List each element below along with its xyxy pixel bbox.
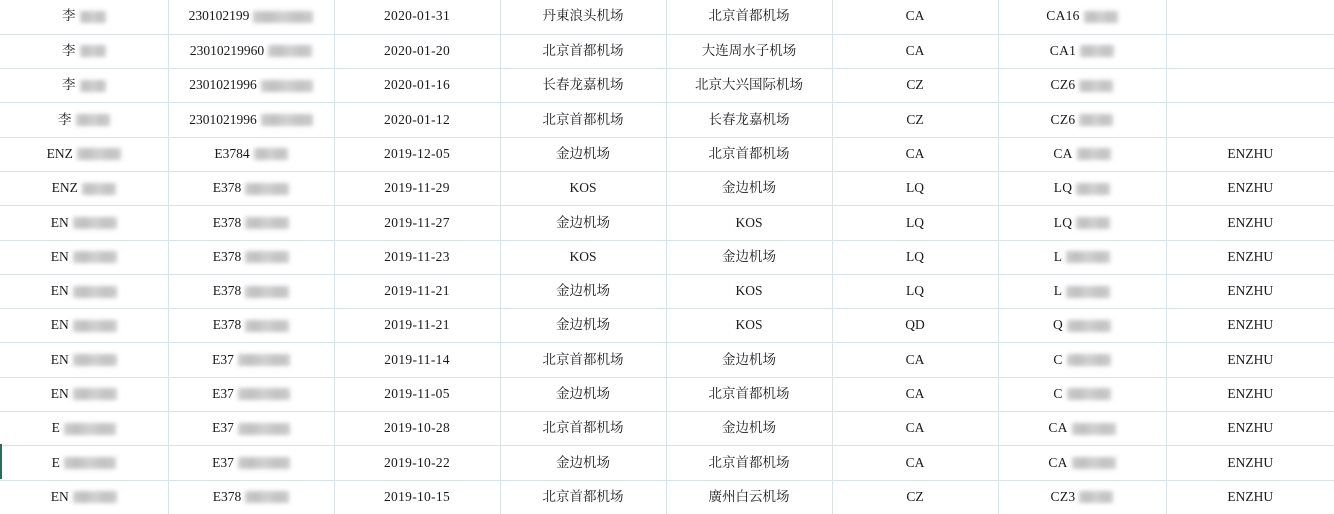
cell-arrival-airport-text: KOS — [735, 317, 763, 333]
redaction-blur — [238, 354, 290, 366]
cell-departure-airport-text: 北京首都机场 — [542, 351, 624, 367]
redaction-blur — [1072, 423, 1116, 435]
redaction-blur — [77, 148, 121, 160]
cell-date — [334, 377, 500, 411]
cell-flight-number-text: CA — [1048, 420, 1068, 436]
cell-passenger-name-text: EN — [50, 248, 69, 264]
cell-departure-airport — [500, 274, 666, 308]
cell-id-number — [168, 446, 334, 480]
cell-date-text: 2019-11-27 — [384, 214, 450, 230]
cell-id-number — [168, 274, 334, 308]
cell-passenger-name-text: EN — [50, 283, 69, 299]
cell-airline-code — [832, 171, 998, 205]
cell-arrival-airport — [666, 0, 832, 34]
cell-date — [334, 103, 500, 137]
cell-flight-number-text: L — [1053, 248, 1063, 264]
cell-airline-code — [832, 274, 998, 308]
table-row[interactable] — [0, 171, 1334, 205]
cell-tag — [1166, 343, 1334, 377]
redaction-blur — [1067, 320, 1111, 332]
cell-flight-number-text: CZ3 — [1050, 488, 1076, 504]
cell-date-text: 2019-11-21 — [384, 283, 450, 299]
cell-date — [334, 274, 500, 308]
cell-arrival-airport-text: 北京首都机场 — [708, 385, 790, 401]
cell-id-number-text: 2301021996 — [189, 111, 257, 127]
table-row[interactable] — [0, 343, 1334, 377]
cell-airline-code-text: CA — [905, 145, 925, 161]
cell-passenger-name-text: EN — [50, 385, 69, 401]
redaction-blur — [1066, 286, 1110, 298]
cell-date — [334, 240, 500, 274]
cell-flight-number — [998, 343, 1166, 377]
cell-date-text: 2020-01-16 — [384, 77, 450, 93]
cell-date — [334, 137, 500, 171]
cell-tag-text: ENZHU — [1227, 214, 1274, 230]
cell-tag-text: ENZHU — [1227, 317, 1274, 333]
cell-tag — [1166, 137, 1334, 171]
cell-id-number — [168, 34, 334, 68]
cell-airline-code — [832, 412, 998, 446]
cell-passenger-name — [0, 69, 168, 103]
cell-id-number — [168, 343, 334, 377]
cell-date-text: 2019-10-15 — [384, 488, 450, 504]
cell-airline-code — [832, 0, 998, 34]
cell-tag-text: ENZHU — [1227, 180, 1274, 196]
cell-airline-code-text: LQ — [906, 214, 924, 230]
cell-arrival-airport-text: 金边机场 — [722, 180, 776, 196]
cell-airline-code-text: CZ — [906, 111, 924, 127]
redaction-blur — [1079, 114, 1113, 126]
redaction-blur — [73, 354, 117, 366]
cell-date-text: 2019-11-05 — [384, 385, 450, 401]
cell-airline-code — [832, 103, 998, 137]
cell-id-number-text: E3784 — [214, 145, 250, 161]
cell-departure-airport-text: 北京首都机场 — [542, 488, 624, 504]
cell-passenger-name — [0, 309, 168, 343]
redaction-blur — [1079, 491, 1113, 503]
cell-id-number — [168, 480, 334, 514]
cell-airline-code-text: LQ — [906, 180, 924, 196]
redaction-blur — [1067, 388, 1111, 400]
cell-passenger-name — [0, 206, 168, 240]
cell-airline-code-text: CA — [905, 420, 925, 436]
cell-airline-code — [832, 377, 998, 411]
cell-tag — [1166, 274, 1334, 308]
cell-id-number — [168, 240, 334, 274]
cell-id-number-text: E37 — [212, 454, 234, 470]
redaction-blur — [238, 423, 290, 435]
cell-departure-airport-text: 北京首都机场 — [542, 111, 624, 127]
redaction-blur — [73, 320, 117, 332]
cell-flight-number — [998, 480, 1166, 514]
cell-id-number-text: E378 — [212, 180, 242, 196]
cell-passenger-name-text: 李 — [62, 8, 76, 24]
cell-flight-number — [998, 446, 1166, 480]
cell-flight-number — [998, 171, 1166, 205]
cell-date-text: 2019-10-22 — [384, 454, 450, 470]
cell-departure-airport-text: 金边机场 — [556, 283, 610, 299]
cell-date — [334, 343, 500, 377]
cell-flight-number — [998, 0, 1166, 34]
cell-passenger-name — [0, 137, 168, 171]
cell-id-number — [168, 0, 334, 34]
cell-tag — [1166, 240, 1334, 274]
cell-date — [334, 412, 500, 446]
redaction-blur — [73, 491, 117, 503]
cell-arrival-airport — [666, 171, 832, 205]
cell-departure-airport — [500, 412, 666, 446]
cell-date — [334, 34, 500, 68]
cell-id-number-text: 23010219960 — [189, 43, 265, 59]
redaction-blur — [1077, 148, 1111, 160]
cell-passenger-name — [0, 240, 168, 274]
redaction-blur — [261, 80, 313, 92]
cell-passenger-name — [0, 171, 168, 205]
cell-tag — [1166, 446, 1334, 480]
cell-arrival-airport-text: 北京首都机场 — [708, 145, 790, 161]
cell-airline-code-text: CA — [905, 385, 925, 401]
cell-airline-code — [832, 309, 998, 343]
cell-date — [334, 480, 500, 514]
cell-departure-airport — [500, 446, 666, 480]
cell-id-number — [168, 206, 334, 240]
cell-tag — [1166, 206, 1334, 240]
cell-flight-number — [998, 412, 1166, 446]
table-row[interactable] — [0, 480, 1334, 514]
cell-arrival-airport-text: KOS — [735, 283, 763, 299]
cell-departure-airport-text: 北京首都机场 — [542, 43, 624, 59]
cell-departure-airport-text: 长春龙嘉机场 — [542, 77, 624, 93]
cell-airline-code — [832, 240, 998, 274]
cell-arrival-airport-text: 金边机场 — [722, 420, 776, 436]
cell-tag-text: ENZHU — [1227, 248, 1274, 264]
redaction-blur — [245, 491, 289, 503]
redaction-blur — [261, 114, 313, 126]
cell-arrival-airport-text: 金边机场 — [722, 351, 776, 367]
cell-arrival-airport — [666, 240, 832, 274]
cell-departure-airport — [500, 34, 666, 68]
cell-id-number-text: 2301021996 — [189, 77, 257, 93]
cell-flight-number-text: LQ — [1053, 214, 1073, 230]
cell-airline-code-text: QD — [905, 317, 925, 333]
cell-arrival-airport-text: 北京大兴国际机场 — [695, 77, 803, 93]
redaction-blur — [80, 11, 106, 23]
cell-departure-airport — [500, 309, 666, 343]
redaction-blur — [245, 286, 289, 298]
cell-passenger-name — [0, 103, 168, 137]
redaction-blur — [64, 457, 116, 469]
cell-passenger-name-text: E — [51, 420, 60, 436]
cell-id-number-text: E378 — [212, 214, 242, 230]
cell-date-text: 2020-01-12 — [384, 111, 450, 127]
cell-departure-airport-text: KOS — [569, 248, 597, 264]
redaction-blur — [245, 217, 289, 229]
cell-airline-code — [832, 137, 998, 171]
cell-date-text: 2019-10-28 — [384, 420, 450, 436]
cell-arrival-airport — [666, 34, 832, 68]
cell-id-number-text: 230102199 — [188, 8, 250, 24]
cell-passenger-name — [0, 274, 168, 308]
cell-airline-code — [832, 446, 998, 480]
cell-airline-code-text: LQ — [906, 283, 924, 299]
cell-airline-code-text: CA — [905, 43, 925, 59]
cell-date — [334, 206, 500, 240]
table-row[interactable] — [0, 377, 1334, 411]
redaction-blur — [80, 80, 106, 92]
cell-departure-airport — [500, 69, 666, 103]
cell-arrival-airport-text: 大连周水子机场 — [701, 43, 797, 59]
cell-arrival-airport-text: 长春龙嘉机场 — [708, 111, 790, 127]
redaction-blur — [1076, 183, 1110, 195]
cell-arrival-airport — [666, 309, 832, 343]
cell-arrival-airport — [666, 412, 832, 446]
cell-passenger-name — [0, 480, 168, 514]
cell-date-text: 2019-12-05 — [384, 145, 450, 161]
cell-passenger-name — [0, 377, 168, 411]
cell-departure-airport-text: 金边机场 — [556, 145, 610, 161]
cell-passenger-name — [0, 0, 168, 34]
table-row[interactable] — [0, 412, 1334, 446]
cell-airline-code-text: CZ — [906, 77, 924, 93]
row-edge-marker — [0, 444, 2, 479]
cell-flight-number — [998, 377, 1166, 411]
cell-arrival-airport — [666, 137, 832, 171]
cell-date — [334, 171, 500, 205]
cell-flight-number — [998, 274, 1166, 308]
cell-id-number-text: E378 — [212, 317, 242, 333]
redaction-blur — [73, 217, 117, 229]
cell-departure-airport — [500, 480, 666, 514]
cell-flight-number — [998, 69, 1166, 103]
cell-tag-text: ENZHU — [1227, 454, 1274, 470]
redaction-blur — [73, 286, 117, 298]
cell-tag-text: ENZHU — [1227, 420, 1274, 436]
cell-tag — [1166, 309, 1334, 343]
cell-date-text: 2020-01-20 — [384, 43, 450, 59]
redaction-blur — [1076, 217, 1110, 229]
cell-passenger-name — [0, 34, 168, 68]
cell-departure-airport — [500, 0, 666, 34]
cell-passenger-name-text: EN — [50, 214, 69, 230]
cell-flight-number-text: CA16 — [1046, 8, 1080, 24]
cell-flight-number — [998, 240, 1166, 274]
cell-tag — [1166, 0, 1334, 34]
cell-arrival-airport — [666, 69, 832, 103]
cell-date-text: 2020-01-31 — [384, 8, 450, 24]
cell-tag-text: ENZHU — [1227, 385, 1274, 401]
cell-flight-number — [998, 103, 1166, 137]
cell-flight-number — [998, 137, 1166, 171]
cell-departure-airport — [500, 343, 666, 377]
redaction-blur — [1072, 457, 1116, 469]
cell-date-text: 2019-11-14 — [384, 351, 450, 367]
cell-date — [334, 69, 500, 103]
cell-flight-number-text: CA — [1048, 454, 1068, 470]
cell-tag — [1166, 377, 1334, 411]
cell-tag — [1166, 34, 1334, 68]
cell-id-number — [168, 377, 334, 411]
table-row[interactable] — [0, 0, 1334, 34]
cell-arrival-airport-text: KOS — [735, 214, 763, 230]
cell-arrival-airport — [666, 274, 832, 308]
redaction-blur — [76, 114, 110, 126]
redaction-blur — [1067, 354, 1111, 366]
table-row[interactable] — [0, 446, 1334, 480]
cell-flight-number-text: CA — [1053, 145, 1073, 161]
cell-arrival-airport — [666, 206, 832, 240]
cell-departure-airport-text: 金边机场 — [556, 214, 610, 230]
cell-airline-code-text: CA — [905, 351, 925, 367]
cell-departure-airport-text: KOS — [569, 180, 597, 196]
cell-flight-number-text: CZ6 — [1050, 111, 1076, 127]
cell-flight-number-text: LQ — [1053, 180, 1073, 196]
cell-flight-number-text: C — [1053, 351, 1063, 367]
redaction-blur — [1066, 251, 1110, 263]
cell-tag-text: ENZHU — [1227, 283, 1274, 299]
cell-passenger-name — [0, 412, 168, 446]
redaction-blur — [245, 183, 289, 195]
redaction-blur — [80, 45, 106, 57]
redaction-blur — [64, 423, 116, 435]
cell-date-text: 2019-11-29 — [384, 180, 450, 196]
table-row[interactable] — [0, 309, 1334, 343]
cell-departure-airport — [500, 137, 666, 171]
table-row[interactable] — [0, 274, 1334, 308]
table-row[interactable] — [0, 69, 1334, 103]
cell-id-number — [168, 309, 334, 343]
cell-date-text: 2019-11-21 — [384, 317, 450, 333]
cell-date — [334, 309, 500, 343]
cell-airline-code-text: CZ — [906, 488, 924, 504]
cell-departure-airport-text: 金边机场 — [556, 454, 610, 470]
cell-tag — [1166, 480, 1334, 514]
cell-airline-code-text: CA — [905, 8, 925, 24]
cell-departure-airport-text: 金边机场 — [556, 385, 610, 401]
cell-id-number — [168, 103, 334, 137]
redaction-blur — [268, 45, 312, 57]
cell-arrival-airport-text: 廣州白云机场 — [708, 488, 790, 504]
redaction-blur — [253, 11, 313, 23]
cell-arrival-airport-text: 北京首都机场 — [708, 454, 790, 470]
cell-arrival-airport — [666, 377, 832, 411]
redaction-blur — [245, 320, 289, 332]
cell-flight-number-text: CZ6 — [1050, 77, 1076, 93]
redaction-blur — [73, 388, 117, 400]
cell-passenger-name-text: 李 — [58, 111, 72, 127]
cell-id-number-text: E378 — [212, 283, 242, 299]
cell-arrival-airport — [666, 103, 832, 137]
cell-airline-code — [832, 69, 998, 103]
redaction-blur — [82, 183, 116, 195]
redaction-blur — [1079, 80, 1113, 92]
cell-departure-airport-text: 丹東浪头机场 — [542, 8, 624, 24]
cell-departure-airport — [500, 103, 666, 137]
table-row[interactable] — [0, 34, 1334, 68]
redaction-blur — [238, 457, 290, 469]
cell-departure-airport — [500, 206, 666, 240]
cell-arrival-airport — [666, 343, 832, 377]
cell-date — [334, 446, 500, 480]
cell-flight-number-text: C — [1053, 385, 1063, 401]
cell-departure-airport-text: 金边机场 — [556, 317, 610, 333]
cell-departure-airport — [500, 240, 666, 274]
table-row[interactable] — [0, 206, 1334, 240]
cell-id-number-text: E378 — [212, 488, 242, 504]
cell-passenger-name-text: EN — [50, 351, 69, 367]
cell-passenger-name-text: 李 — [62, 43, 76, 59]
cell-departure-airport — [500, 171, 666, 205]
cell-passenger-name — [0, 446, 168, 480]
cell-date-text: 2019-11-23 — [384, 248, 450, 264]
cell-date — [334, 0, 500, 34]
redaction-blur — [238, 388, 290, 400]
cell-departure-airport — [500, 377, 666, 411]
cell-passenger-name-text: ENZ — [51, 180, 78, 196]
cell-id-number — [168, 412, 334, 446]
cell-flight-number-text: CA1 — [1049, 43, 1077, 59]
cell-flight-number-text: Q — [1052, 317, 1064, 333]
cell-id-number-text: E37 — [212, 385, 234, 401]
cell-passenger-name-text: EN — [50, 488, 69, 504]
cell-tag-text: ENZHU — [1227, 351, 1274, 367]
cell-arrival-airport — [666, 480, 832, 514]
cell-airline-code — [832, 343, 998, 377]
redaction-blur — [1080, 45, 1114, 57]
cell-tag — [1166, 412, 1334, 446]
redaction-blur — [245, 251, 289, 263]
redaction-blur — [254, 148, 288, 160]
table-row[interactable] — [0, 137, 1334, 171]
cell-id-number — [168, 137, 334, 171]
cell-tag — [1166, 69, 1334, 103]
cell-tag-text: ENZHU — [1227, 488, 1274, 504]
cell-tag-text: ENZHU — [1227, 145, 1274, 161]
cell-flight-number-text: L — [1053, 283, 1063, 299]
table-row[interactable] — [0, 240, 1334, 274]
cell-airline-code — [832, 480, 998, 514]
cell-flight-number — [998, 34, 1166, 68]
cell-airline-code-text: CA — [905, 454, 925, 470]
cell-id-number-text: E37 — [212, 420, 234, 436]
redaction-blur — [73, 251, 117, 263]
cell-departure-airport-text: 北京首都机场 — [542, 420, 624, 436]
cell-airline-code — [832, 206, 998, 240]
cell-arrival-airport — [666, 446, 832, 480]
cell-tag — [1166, 171, 1334, 205]
cell-airline-code — [832, 34, 998, 68]
cell-passenger-name-text: ENZ — [46, 145, 73, 161]
cell-arrival-airport-text: 北京首都机场 — [708, 8, 790, 24]
cell-id-number — [168, 69, 334, 103]
cell-airline-code-text: LQ — [906, 248, 924, 264]
redaction-blur — [1084, 11, 1118, 23]
cell-arrival-airport-text: 金边机场 — [722, 248, 776, 264]
cell-passenger-name — [0, 343, 168, 377]
cell-id-number-text: E37 — [212, 351, 234, 367]
cell-id-number-text: E378 — [212, 248, 242, 264]
cell-tag — [1166, 103, 1334, 137]
cell-flight-number — [998, 309, 1166, 343]
table-row[interactable] — [0, 103, 1334, 137]
cell-passenger-name-text: 李 — [62, 77, 76, 93]
cell-flight-number — [998, 206, 1166, 240]
cell-passenger-name-text: E — [51, 454, 60, 470]
cell-id-number — [168, 171, 334, 205]
cell-passenger-name-text: EN — [50, 317, 69, 333]
